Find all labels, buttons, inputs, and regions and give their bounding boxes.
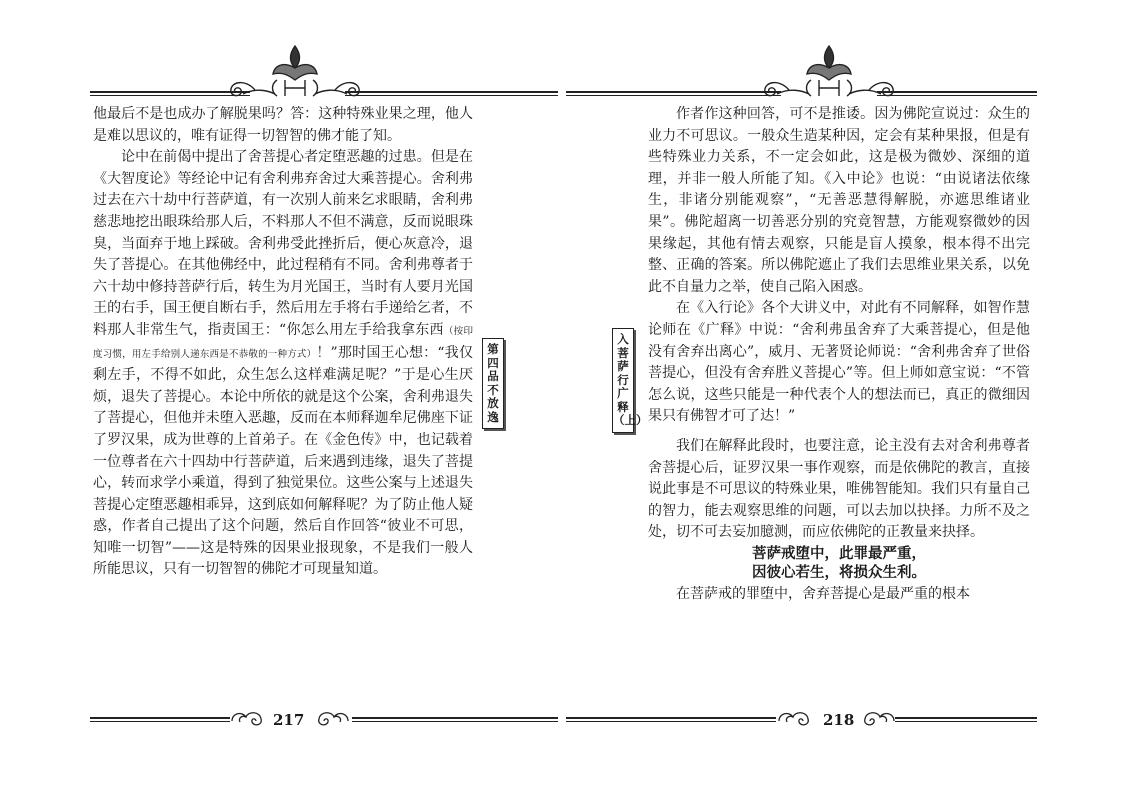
right-closing-line: 在菩萨戒的罪堕中，舍弃菩提心是最严重的根本 [676, 585, 970, 602]
left-paragraph-1: 他最后不是也成办了解脱果吗？答：这种特殊业果之理，他人是难以思议的，唯有证得一切智智的佛才能了知。 [93, 106, 473, 144]
left-header-rule-b [345, 91, 558, 96]
left-footer-rule-b [352, 717, 558, 722]
left-side-tab: 第四品 不放逸 [482, 338, 504, 429]
right-header-ornament [749, 40, 909, 98]
right-page-number: 218 [823, 711, 855, 729]
right-paragraph-1: 作者作这种回答，可不是推诿。因为佛陀宣说过：众生的业力不可思议。一般众生造某种因，定会有某种果报，但是有些特殊业力关系，不一定会如此，这是极为微妙、深细的道理，并非一般人所能了知。《入中论》也说：“由说诸法依缘生，非诸分别能观察”，“无善恶慧得解脱，亦遮思维诸业果”。佛陀超离一切善恶分别的究竟智慧，方能观察微妙的因果缘起，其他有情去观察，只能是盲人摸象，根本得不出完整、正确的答案。所以佛陀遮止了我们去思维业果关系，以免此不自量力之举，使自己陷入困惑。 [648, 106, 1030, 295]
left-footer-cloud-left [230, 709, 264, 729]
right-footer-cloud-right [862, 709, 896, 729]
right-side-tab: 入菩萨行广释（上） [612, 328, 634, 433]
left-footer-rule-a [90, 717, 230, 722]
right-page-body [648, 104, 1030, 605]
right-footer-rule-a [566, 717, 776, 722]
left-header-ornament [215, 40, 375, 98]
left-paragraph-2-note: （按印度习惯，用左手给别人递东西是不恭敬的一种方式） [93, 325, 473, 360]
left-page-body [93, 104, 473, 581]
left-paragraph-2-part-a: 论中在前偈中提出了舍菩提心者定堕恶趣的过患。但是在《大智度论》等经论中记有舍利弗弃舍过大乘菩提心。舍利弗过去在六十劫中行菩萨道，有一次别人前来乞求眼睛，舍利弗慈悲地挖出眼珠给那人后，不料那人不但不满意，反而说眼珠臭，当面弃于地上踩破。舍利弗受此挫折后，便心灰意冷，退失了菩提心。在其他佛经中，此过程稍有不同。舍利弗尊者于六十劫中修持菩萨行后，转生为月光国王，当时有人要月光国王的右手，国王便自断右手，然后用左手将右手递给乞者，不料那人非常生气，指责国王：“你怎么用左手给我拿东西 [93, 149, 473, 338]
right-paragraph-3: 我们在解释此段时，也要注意，论主没有去对舍利弗尊者舍菩提心后，证罗汉果一事作观察，而是依佛陀的教言，直接说此事是不可思议的特殊业果，唯佛智能知。我们只有量自己的智力，能去观察思维的问题，可以去加以抉择。力所不及之处，切不可去妄加臆测，而应依佛陀的正教量来抉择。 [648, 437, 1030, 541]
left-page-number: 217 [273, 711, 305, 729]
verse-line-2: 因彼心若生，将损众生利。 [752, 564, 926, 581]
right-footer-cloud-left [777, 709, 811, 729]
left-paragraph-2 [93, 147, 473, 581]
left-footer-cloud-right [316, 709, 350, 729]
right-paragraph-2: 在《入行论》各个大讲义中，对此有不同解释，如智作慧论师在《广释》中说：“舍利弗虽舍弃了大乘菩提心，但是他没有舍弃出离心”，威月、无著贤论师说：“舍利弗舍弃了世俗菩提心，但没有舍弃胜义菩提心”等。但上师如意宝说：“不管怎么说，这些只能是一种代表个人的想法而已，真正的微细因果只有佛智才可了达！” [648, 300, 1030, 425]
right-footer-rule-b [895, 717, 1037, 722]
verse-line-1: 菩萨戒堕中，此罪最严重， [752, 545, 926, 562]
left-paragraph-2-part-b: ！”那时国王心想：“我仅剩左手，不得不如此，众生怎么这样难满足呢？”于是心生厌烦，退失了菩提心。本论中所依的就是这个公案，舍利弗退失了菩提心，但他并未堕入恶趣，反而在本师释迦牟尼佛座下证了罗汉果，成为世尊的上首弟子。在《金色传》中，也记载着一位尊者在六十四劫中行菩萨道，后来遇到违缘，退失了菩提心，转而求学小乘道，得到了独觉果位。这些公案与上述退失菩提心定堕恶趣相乖异，这到底如何解释呢？为了防止他人疑惑，作者自己提出了这个问题，然后自作回答“彼业不可思，知唯一切智”——这是特殊的因果业报现象，不是我们一般人所能思议，只有一切智智的佛陀才可现量知道。 [93, 344, 473, 578]
